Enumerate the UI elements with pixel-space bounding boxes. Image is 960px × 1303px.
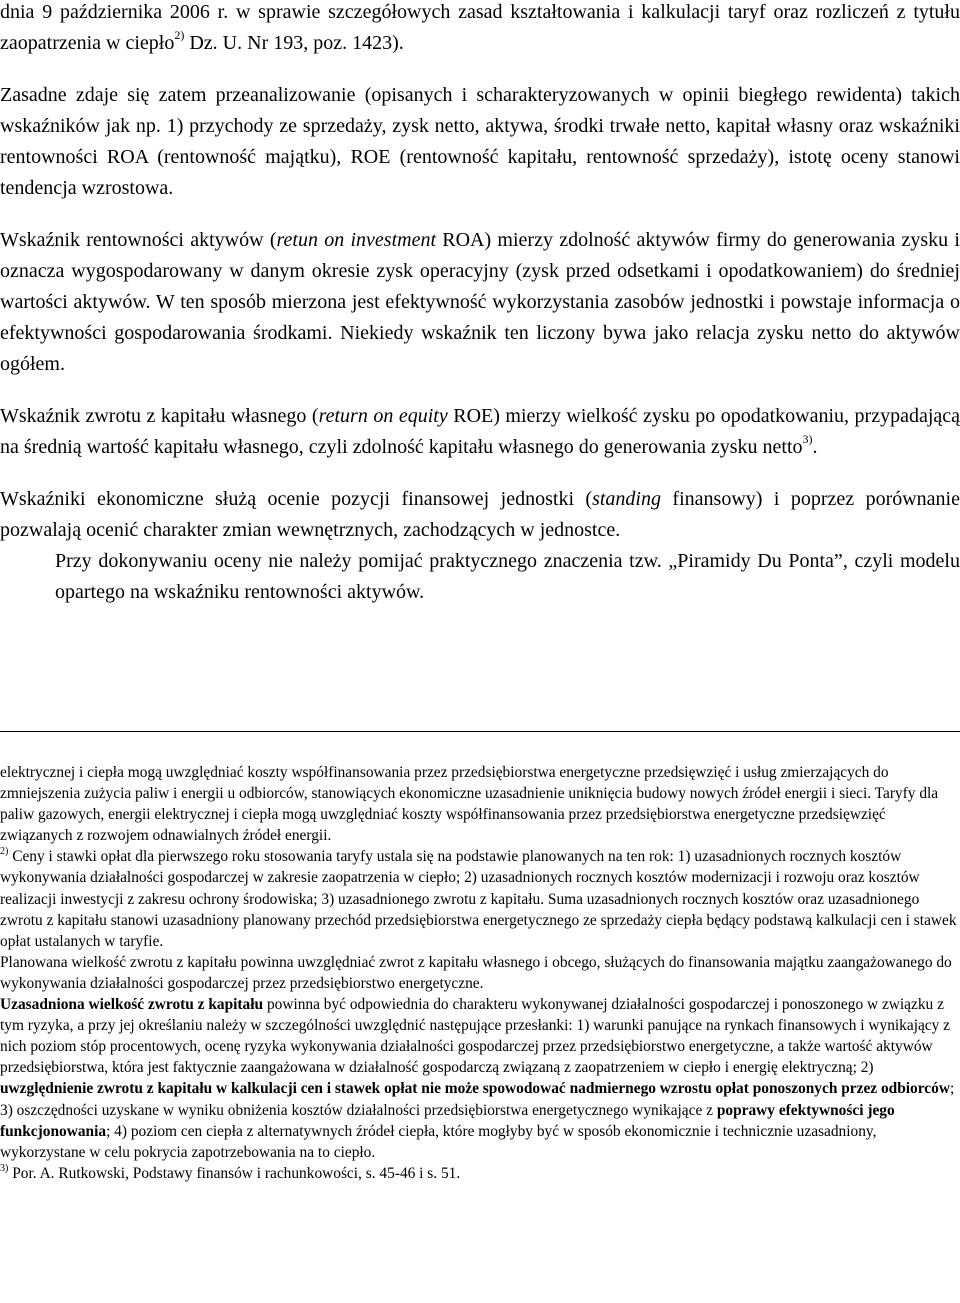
italic-term: retun on investment xyxy=(276,229,437,251)
footnote-text: Por. A. Rutkowski, Podstawy finansów i rachunkowości, s. 45-46 i s. 51. xyxy=(8,1164,461,1182)
paragraph-text: . xyxy=(812,436,818,458)
paragraph-text: Wskaźnik zwrotu z kapitału własnego ( xyxy=(0,405,319,427)
footnote-text: powinna być odpowiednia do charakteru wykonywanej działalności gospodarczej i ponoszonego w związku z tym ryzyka, a przy jej określaniu należy w szczególności uwzględnić następujące przesłanki: 1) warunki panujące na rynkach finansowych i wynikający z nich poziom stóp procentowych, ocenę ryzyka wykonywania działalności gospodarczej przez przedsiębiorstwo energetyczne, a także wartość aktywów przedsiębiorstwa, która jest faktycznie zaangażowana w działalność gospodarczą związaną z zaopatrzeniem w ciepło i energię elektryczną; 2) xyxy=(0,996,951,1077)
paragraph-roe xyxy=(0,401,960,463)
paragraph-text: dnia 9 października 2006 r. w sprawie szczegółowych zasad kształtowania i kalkulacji taryf oraz rozliczeń z tytułu zaopatrzenia w ciepło xyxy=(0,1,960,54)
footnote-ref[interactable]: 2) xyxy=(174,28,185,43)
footnote-separator xyxy=(0,731,960,732)
paragraph-continuation xyxy=(0,0,960,59)
italic-term: standing xyxy=(592,488,661,510)
paragraph-text: Wskaźniki ekonomiczne służą ocenie pozycji finansowej jednostki ( xyxy=(0,488,593,510)
footnote-continuation: elektrycznej i ciepła mogą uwzględniać koszty współfinansowania przez przedsiębiorstwa energetyczne przedsięwzięć i usług zmierzających do zmniejszenia zużycia paliw i energii u odbiorców, stanowiących ekonomiczne uzasadnienie uniknięcia budowy nowych źródeł energii i sieci. Taryfy dla paliw gazowych, energii elektrycznej i ciepła mogą uwzględniać koszty współfinansowania przez przedsiębiorstwa energetyczne przedsięwzięć związanych z rozwojem odnawialnych źródeł energii. xyxy=(0,764,939,845)
footnote-text: ; 4) poziom cen ciepła z alternatywnych źródeł ciepła, które mogłyby być w sposób ekonomicznie i technicznie uzasadniony, wykorzystane w celu pokrycia zapotrzebowania na to ciepło. xyxy=(0,1122,877,1161)
footnote-text: ; 3) oszczędności uzyskane w wyniku obniżenia kosztów działalności przedsiębiorstwa energetycznego wynikające z xyxy=(0,1080,955,1119)
footnote-number: 2) xyxy=(0,846,9,858)
paragraph-text: Dz. U. Nr 193, poz. 1423). xyxy=(184,32,404,54)
footnote-2-return xyxy=(0,994,960,1163)
footnote-ref[interactable]: 3) xyxy=(802,432,813,447)
footnote-number: 3) xyxy=(0,1162,9,1174)
footnote-text: Ceny i stawki opłat dla pierwszego roku stosowania taryfy ustala się na podstawie planowanych na ten rok: 1) uzasadnionych rocznych kosztów wykonywania działalności gospodarczej w zakresie zaopatrzenia w ciepło; 2) uzasadnionych rocznych kosztów modernizacji i rozwoju oraz kosztów realizacji inwestycji z zakresu ochrony środowiska; 3) uzasadnionego zwrotu z kapitału. Suma uzasadnionych rocznych kosztów oraz uzasadnionego zwrotu z kapitału stanowi uzasadniony planowany przechód przedsiębiorstwa energetycznego ze sprzedaży ciepła będący podstawą kalkulacji cen i stawek opłat ustalanych w taryfie. xyxy=(0,848,957,950)
paragraph-indicators: Zasadne zdaje się zatem przeanalizowanie (opisanych i scharakteryzowanych w opinii biegłego rewidenta) takich wskaźników jak np. 1) przychody ze sprzedaży, zysk netto, aktywa, środki trwałe netto, kapitał własny oraz wskaźniki rentowności ROA (rentowność majątku), ROE (rentowność kapitału, rentowność sprzedaży), istotę oceny stanowi tendencja wzrostowa. xyxy=(0,84,960,199)
bold-text: Uzasadniona wielkość zwrotu z kapitału xyxy=(0,996,264,1014)
paragraph-dupont: Przy dokonywaniu oceny nie należy pomijać praktycznego znaczenia tzw. „Piramidy Du Ponta”, czyli modelu opartego na wskaźniku rentowności aktywów. xyxy=(55,550,960,603)
paragraph-text: ROA) mierzy zdolność aktywów firmy do generowania zysku i oznacza wygospodarowany w danym okresie zysk operacyjny (zysk przed odsetkami i opodatkowaniem) do średniej wartości aktywów. W ten sposób mierzona jest efektywność wykorzystania zasobów jednostki i powstaje informacja o efektywności gospodarowania środkami. Niekiedy wskaźnik ten liczony bywa jako relacja zysku netto do aktywów ogółem. xyxy=(0,229,960,375)
bold-text: poprawy efektywności jego funkcjonowania xyxy=(0,1101,895,1140)
footnote-2-cont: Planowana wielkość zwrotu z kapitału powinna uwzględniać zwrot z kapitału własnego i obcego, służących do finansowania majątku zaangażowanego do wykonywania działalności gospodarczej przez przedsiębiorstwo energetyczne. xyxy=(0,953,952,992)
paragraph-standing xyxy=(0,484,960,546)
italic-term: return on equity xyxy=(318,405,448,427)
paragraph-text: Wskaźnik rentowności aktywów ( xyxy=(0,229,277,251)
paragraph-text: finansowy) i poprzez porównanie pozwalają ocenić charakter zmian wewnętrznych, zachodzących w jednostce. xyxy=(0,488,960,541)
footnote-3 xyxy=(0,1163,960,1184)
paragraph-roa xyxy=(0,225,960,380)
footnotes xyxy=(0,762,960,1184)
main-text xyxy=(0,0,960,608)
paragraph-text: ROE) mierzy wielkość zysku po opodatkowaniu, przypadającą na średnią wartość kapitału własnego, czyli zdolność kapitału własnego do generowania zysku netto xyxy=(0,405,960,458)
bold-text: uwzględnienie zwrotu z kapitału w kalkulacji cen i stawek opłat nie może spowodować nadmiernego wzrostu opłat ponoszonych przez odbiorców xyxy=(0,1080,950,1098)
footnote-2 xyxy=(0,846,960,951)
